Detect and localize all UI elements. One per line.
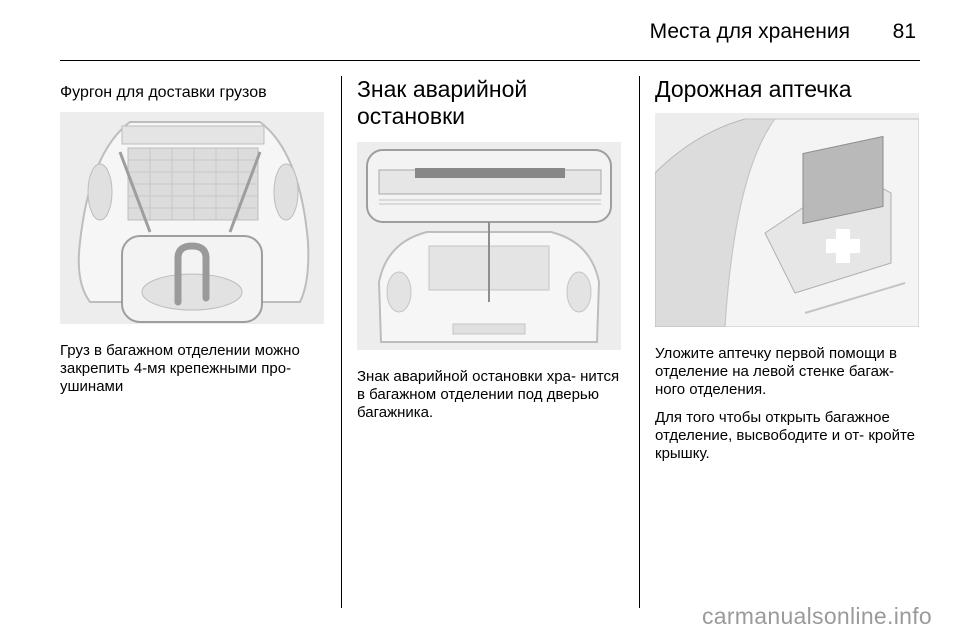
section-title: Знак аварийной остановки <box>357 76 528 129</box>
section-paragraph: Груз в багажном отделении можно закрепить 4-мя крепежными про- ушинами <box>60 342 300 395</box>
cargo-tie-down-illustration <box>60 112 324 324</box>
column-divider <box>341 76 342 608</box>
section-first-aid-kit <box>655 76 923 473</box>
section-title: Фургон для доставки грузов <box>60 84 267 101</box>
section-warning-triangle <box>357 76 625 432</box>
column-divider <box>639 76 640 608</box>
page-number: 81 <box>892 20 916 43</box>
section-paragraph: Уложите аптечку первой помощи в отделение на левой стенке багаж- ного отделения. <box>655 345 897 398</box>
page-header-title: Места для хранения <box>649 20 850 43</box>
header-rule <box>60 60 920 61</box>
first-aid-kit-illustration <box>655 113 919 327</box>
warning-triangle-illustration <box>357 142 621 350</box>
section-paragraph: Для того чтобы открыть багажное отделение, высвободите и от- кройте крышку. <box>655 409 916 462</box>
section-cargo-van <box>60 76 328 406</box>
section-paragraph: Знак аварийной остановки хра- нится в багажном отделении под дверью багажника. <box>357 368 620 421</box>
watermark: carmanualsonline.info <box>701 603 932 629</box>
section-title: Дорожная аптечка <box>655 76 852 102</box>
